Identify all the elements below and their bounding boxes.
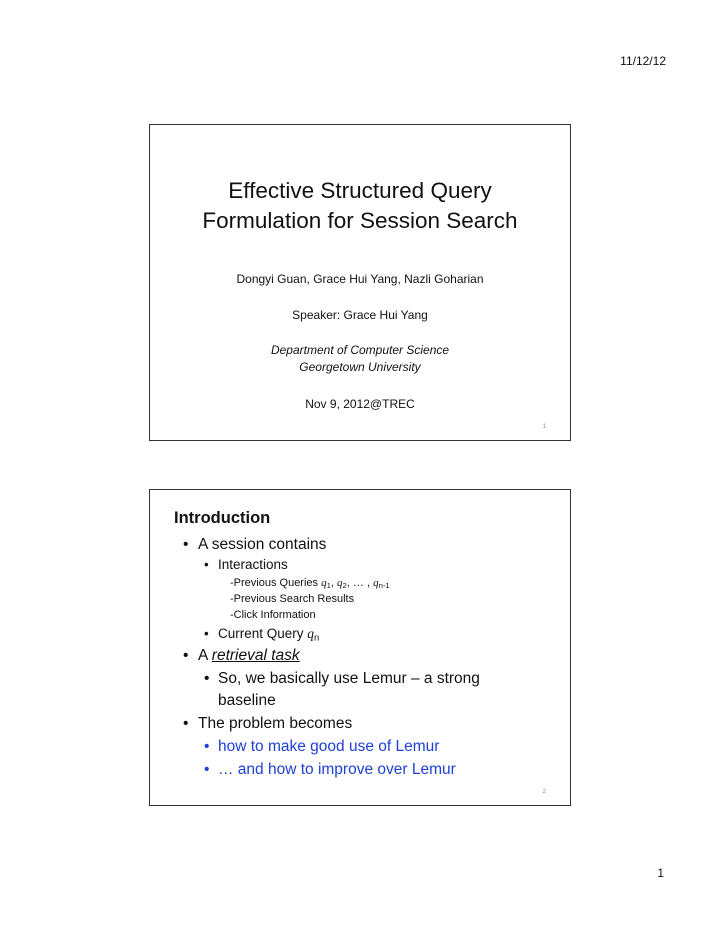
bullet-retrieval-task: • A retrieval task: [183, 647, 300, 664]
page-number: 1: [657, 866, 664, 880]
bullet-interactions: • Interactions: [204, 557, 288, 572]
slide-number: 1: [542, 424, 546, 430]
slide-1-title: [150, 176, 570, 236]
item-click-information: -Click Information: [230, 609, 316, 621]
bullet-session-contains: • A session contains: [183, 536, 327, 553]
authors: Dongyi Guan, Grace Hui Yang, Nazli Goharian: [236, 272, 484, 286]
bullet-improve-lemur: • … and how to improve over Lemur: [204, 761, 456, 778]
item-previous-queries: -Previous Queries $q_1$, $q_2$, … , $q_{n-1}$: [230, 577, 390, 590]
title-line-1: Effective Structured Query: [228, 178, 492, 203]
bullet-lemur-baseline: • So, we basically use Lemur – a strong: [204, 670, 480, 687]
item-previous-search-results: -Previous Search Results: [230, 593, 355, 605]
slide-number: 2: [542, 789, 546, 795]
date-venue: Nov 9, 2012@TREC: [305, 397, 415, 411]
page-date: 11/12/12: [620, 54, 666, 68]
bullet-good-use-lemur: • how to make good use of Lemur: [204, 738, 440, 755]
slide-2: [149, 489, 571, 806]
university: Georgetown University: [299, 360, 421, 374]
bullet-current-query: • Current Query $q_n$: [204, 626, 320, 644]
slide-2-heading: Introduction: [174, 509, 271, 527]
title-line-2: Formulation for Session Search: [202, 208, 518, 233]
department: Department of Computer Science: [270, 343, 450, 357]
bullet-lemur-baseline-cont: baseline: [218, 692, 276, 709]
bullet-problem-becomes: • The problem becomes: [183, 715, 353, 732]
speaker: Speaker: Grace Hui Yang: [292, 308, 428, 322]
slide-1: [149, 124, 571, 441]
